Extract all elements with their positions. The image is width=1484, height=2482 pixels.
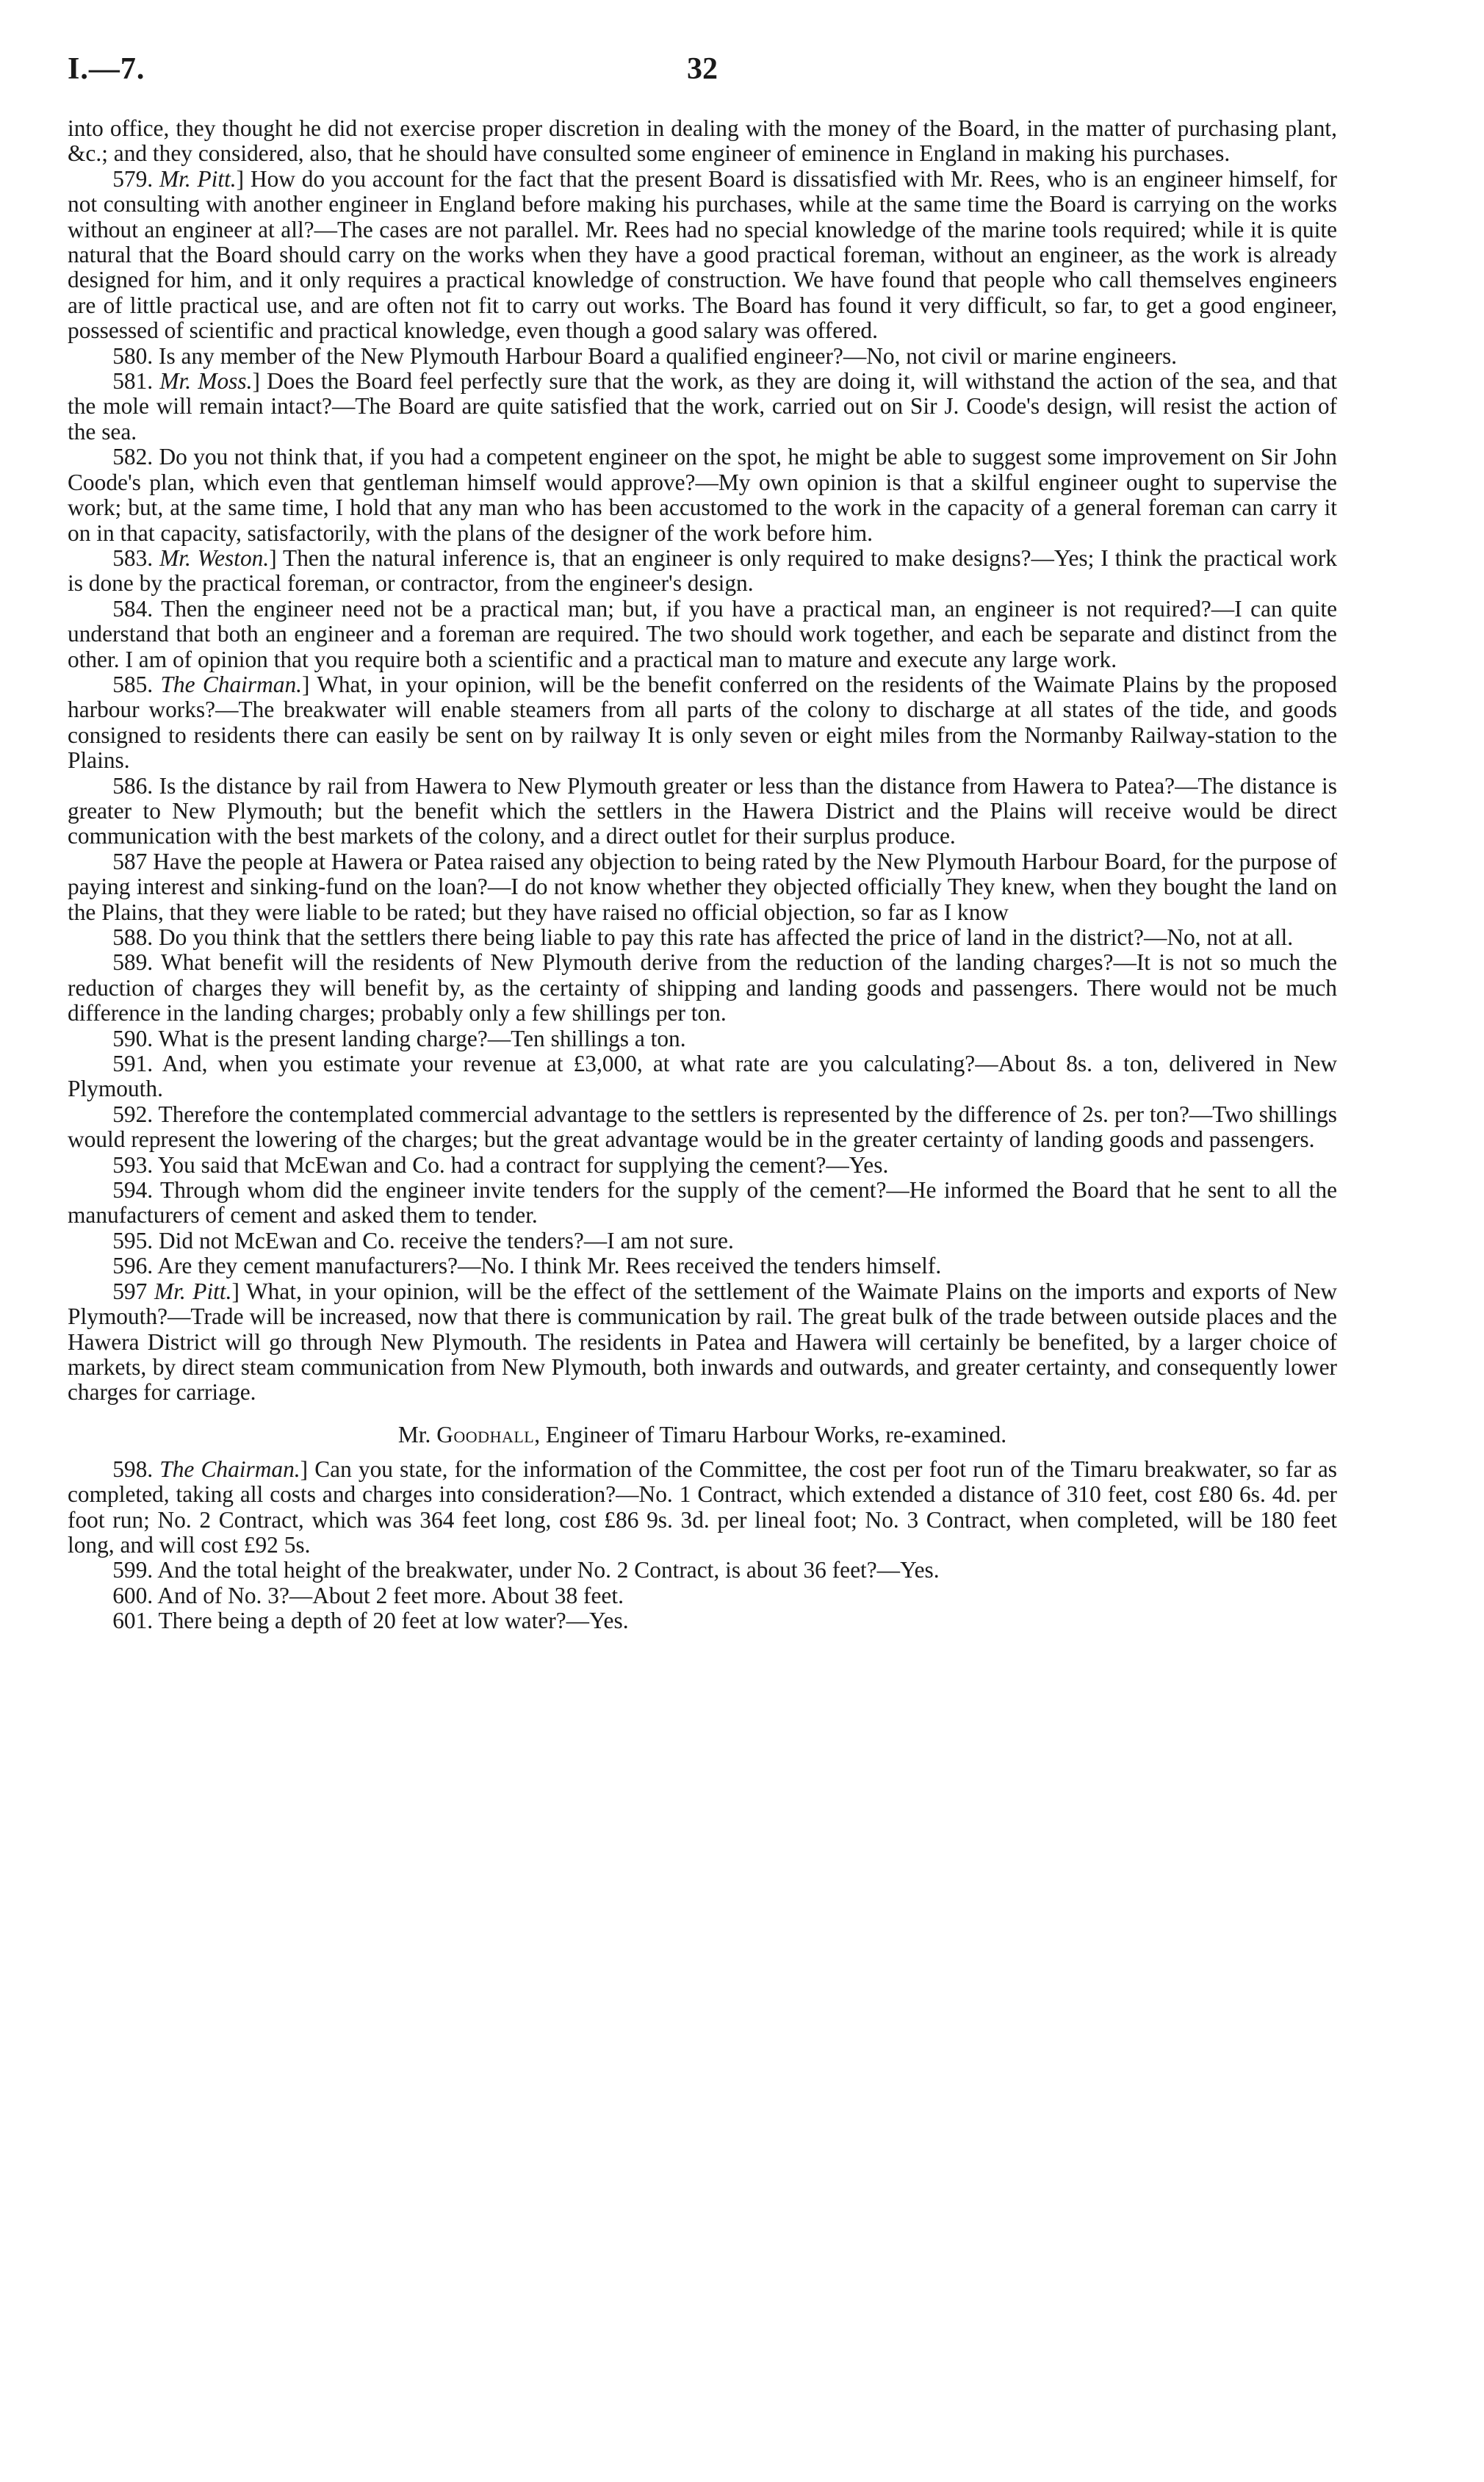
paragraph-text: Can you state, for the information of the Committee, the cost per foot run of the Timaru breakwater, so far as completed, taking all costs and charges into consideration?—No. 1 Contract, which extended a distance of 310 feet, cost £80 6s. 4d. per foot run; No. 2 Contract, which was 364 feet long, cost £86 9s. 3d. per lineal foot; No. 3 Contract, when completed, will be 180 feet long, and will cost £92 5s. — [68, 1456, 1337, 1558]
paragraph-text: Is the distance by rail from Hawera to New Plymouth greater or less than the distance from Hawera to Patea?—The distance is greater to New Plymouth; but the benefit which the settlers in the Hawera District and the Plains will receive would be direct communication with the best markets of the colony, and a direct outlet for their surplus produce. — [68, 772, 1337, 849]
question-number: 594. — [112, 1177, 154, 1204]
question-paragraph — [68, 1558, 1337, 1583]
paragraph-text: You said that McEwan and Co. had a contract for supplying the cement?—Yes. — [157, 1151, 889, 1178]
question-number: 580. — [112, 342, 154, 369]
question-number: 589. — [112, 949, 154, 976]
question-number: 586. — [112, 772, 154, 799]
witness-name: Goodhall — [436, 1421, 535, 1447]
paragraph-text: Have the people at Hawera or Patea raised any objection to being rated by the New Plymouth Harbour Board, for the purpose of paying interest and sinking-fund on the loan?—I do not know whether they objected officially They knew, when they bought the land on the Plains, that they were liable to be rated; but they have raised no official objection, so far as I know — [68, 848, 1337, 925]
question-number: 587 — [112, 848, 148, 874]
question-number: 582. — [112, 444, 154, 470]
paragraph-text: And of No. 3?—About 2 feet more. About 38 feet. — [157, 1582, 624, 1608]
question-paragraph — [68, 1608, 1337, 1633]
page-number: 32 — [687, 52, 718, 86]
question-paragraph: 581. Mr. Moss.] Does the Board feel perfectly sure that the work, as they are doing it, will withstand the action of the sea, and that the mole will remain intact?—The Board are quite satisfied that the work, carried out on Sir J. Coode's design, will resist the action of the sea. — [68, 368, 1337, 445]
question-number: 584. — [112, 595, 154, 622]
paragraph-text: What, in your opinion, will be the effect of the settlement of the Waimate Plains on the imports and exports of New Plymouth?—Trade will be increased, now that there is communication by rail. The great bulk of the trade between outside places and the Hawera District will go through New Plymouth. The residents in Patea and Hawera will certainly be benefited, by a larger choice of markets, by direct steam communication from New Plymouth, both inwards and outwards, and greater certainty, and consequently lower charges for carriage. — [68, 1278, 1337, 1406]
question-number: 588. — [112, 924, 154, 950]
speaker-name: Mr. Moss. — [159, 368, 253, 395]
question-paragraph — [68, 597, 1337, 672]
question-number: 579. — [112, 165, 154, 192]
evidence-text — [68, 116, 1337, 1634]
question-paragraph: 583. Mr. Weston.] Then the natural inference is, that an engineer is only required to make designs?—Yes; I think the practical work is done by the practical foreman, or contractor, from the engineer's design. — [68, 544, 1337, 597]
paragraph-text: What benefit will the residents of New Plymouth derive from the reduction of the landing charges?—It is not so much the reduction of charges they will benefit by, as the certainty of shipping and landing goods and passengers. There would not be much difference in the landing charges; probably only a few shillings per ton. — [68, 949, 1338, 1026]
speaker-name: The Chairman. — [160, 671, 303, 697]
question-paragraph — [68, 849, 1337, 925]
question-number: 590. — [112, 1025, 154, 1051]
question-paragraph: 598. The Chairman.] Can you state, for the information of the Committee, the cost per foot run of the Timaru breakwater, so far as completed, taking all costs and charges into consideration?—No. 1 Contract, which extended a distance of 310 feet, cost £80 6s. 4d. per foot run; No. 2 Contract, which was 364 feet long, cost £86 9s. 3d. per lineal foot; No. 3 Contract, when completed, will be 180 feet long, and will cost £92 5s. — [68, 1456, 1337, 1558]
question-number: 601. — [112, 1608, 154, 1634]
continued-paragraph — [68, 116, 1337, 167]
question-paragraph — [68, 774, 1337, 849]
paragraph-text: Is any member of the New Plymouth Harbour Board a qualified engineer?—No, not civil or marine engineers. — [159, 342, 1178, 369]
paragraph-text: Does the Board feel perfectly sure that the work, as they are doing it, will withstand the action of the sea, and that the mole will remain intact?—The Board are quite satisfied that the work, carried out on Sir J. Coode's design, will resist the action of the sea. — [68, 368, 1337, 445]
question-number: 593. — [112, 1151, 154, 1178]
evidence-block-2 — [68, 1457, 1337, 1634]
question-number: 591. — [112, 1051, 154, 1077]
document-page — [68, 51, 1337, 1634]
question-paragraph — [68, 1153, 1337, 1178]
question-number: 592. — [112, 1101, 154, 1127]
question-paragraph — [68, 1178, 1337, 1229]
speaker-name: Mr. Weston. — [159, 544, 270, 571]
paragraph-text: What, in your opinion, will be the benefit conferred on the residents of the Waimate Plains by the proposed harbour works?—The breakwater will enable steamers from all parts of the colony to discharge at all states of the tide, and goods consigned to residents there can easily be sent on by railway It is only seven or eight miles from the Normanby Railway-station to the Plains. — [68, 671, 1338, 774]
question-number: 585. — [112, 671, 154, 697]
question-paragraph — [68, 1229, 1337, 1253]
paragraph-text: Are they cement manufacturers?—No. I think Mr. Rees received the tenders himself. — [157, 1253, 942, 1279]
question-number: 581. — [112, 368, 154, 395]
question-paragraph — [68, 925, 1337, 950]
paragraph-text: Did not McEwan and Co. receive the tenders?—I am not sure. — [159, 1227, 734, 1253]
question-paragraph — [68, 950, 1337, 1026]
question-paragraph — [68, 1026, 1337, 1051]
question-number: 595. — [112, 1227, 154, 1253]
speaker-name: The Chairman. — [159, 1456, 300, 1482]
paragraph-text: into office, they thought he did not exercise proper discretion in dealing with the money of the Board, in the matter of purchasing plant, &c.; and they considered, also, that he should have consulted some engineer of eminence in England in making his purchases. — [68, 115, 1337, 167]
paragraph-text: Through whom did the engineer invite tenders for the supply of the cement?—He informed the Board that he sent to all the manufacturers of cement and asked them to tender. — [68, 1177, 1338, 1229]
paragraph-text: And, when you estimate your revenue at £3,000, at what rate are you calculating?—About 8s. a ton, delivered in New Plymouth. — [68, 1051, 1337, 1102]
witness-heading — [68, 1422, 1337, 1448]
question-number: 596. — [112, 1253, 154, 1279]
paragraph-text: Therefore the contemplated commercial advantage to the settlers is represented by the difference of 2s. per ton?—Two shillings would represent the lowering of the charges; but the great advantage would be in the greater certainty of landing goods and passengers. — [68, 1101, 1338, 1153]
paragraph-text: Do you think that the settlers there being liable to pay this rate has affected the price of land in the district?—No, not at all. — [159, 924, 1294, 950]
speaker-name: Mr. Pitt. — [154, 1278, 232, 1304]
question-paragraph — [68, 1253, 1337, 1278]
paragraph-text: And the total height of the breakwater, under No. 2 Contract, is about 36 feet?—Yes. — [157, 1557, 940, 1583]
question-number: 600. — [112, 1582, 154, 1608]
paragraph-text: There being a depth of 20 feet at low water?—Yes. — [158, 1608, 629, 1634]
question-paragraph — [68, 1102, 1337, 1153]
question-paragraph: 585. The Chairman.] What, in your opinion, will be the benefit conferred on the residents of the Waimate Plains by the proposed harbour works?—The breakwater will enable steamers from all parts of the colony to discharge at all states of the tide, and goods consigned to residents there can easily be sent on by railway It is only seven or eight miles from the Normanby Railway-station to the Plains. — [68, 671, 1338, 774]
question-paragraph — [68, 1051, 1337, 1102]
question-number: 583. — [112, 544, 154, 571]
question-paragraph — [68, 1583, 1337, 1608]
paragraph-text: How do you account for the fact that the present Board is dissatisfied with Mr. Rees, who is an engineer himself, for not consulting with another engineer in England before making his purchases, while at the same time the Board is carrying on the works without an engineer at all?—The cases are not parallel. Mr. Rees had no special knowledge of the marine tools required; while it is quite natural that the Board should carry on the works when they have a good practical foreman, without an engineer, as the work is already designed for him, and it only requires a practical knowledge of construction. We have found that people who call themselves engineers are of little practical use, and are often not fit to carry out works. The Board has found it very difficult, so far, to get a good engineer, possessed of scientific and practical knowledge, even though a good salary was offered. — [68, 165, 1337, 344]
speaker-name: Mr. Pitt. — [159, 165, 237, 192]
witness-description: , Engineer of Timaru Harbour Works, re-examined. — [534, 1421, 1007, 1447]
question-number: 599. — [112, 1557, 154, 1583]
question-number: 598. — [112, 1456, 154, 1482]
paragraph-text: What is the present landing charge?—Ten shillings a ton. — [158, 1025, 686, 1051]
evidence-block-1 — [68, 116, 1337, 1406]
question-paragraph — [68, 445, 1337, 546]
document-reference: I.—7. — [68, 52, 145, 86]
witness-prefix: Mr. — [397, 1421, 431, 1447]
paragraph-text: Then the natural inference is, that an engineer is only required to make designs?—Yes; I think the practical work is done by the practical foreman, or contractor, from the engineer's design. — [68, 544, 1337, 597]
page-header — [68, 51, 1337, 103]
question-number: 597 — [112, 1278, 148, 1304]
question-paragraph: 579. Mr. Pitt.] How do you account for the fact that the present Board is dissatisfied with Mr. Rees, who is an engineer himself, for not consulting with another engineer in England before making his purchases, while at the same time the Board is carrying on the works without an engineer at all?—The cases are not parallel. Mr. Rees had no special knowledge of the marine tools required; while it is quite natural that the Board should carry on the works when they have a good practical foreman, without an engineer, as the work is already designed for him, and it only requires a practical knowledge of construction. We have found that people who call themselves engineers are of little practical use, and are often not fit to carry out works. The Board has found it very difficult, so far, to get a good engineer, possessed of scientific and practical knowledge, even though a good salary was offered. — [68, 165, 1337, 344]
question-paragraph: 597 Mr. Pitt.] What, in your opinion, will be the effect of the settlement of the Waimate Plains on the imports and exports of New Plymouth?—Trade will be increased, now that there is communication by rail. The great bulk of the trade between outside places and the Hawera District will go through New Plymouth. The residents in Patea and Hawera will certainly be benefited, by a larger choice of markets, by direct steam communication from New Plymouth, both inwards and outwards, and greater certainty, and consequently lower charges for carriage. — [68, 1278, 1337, 1406]
paragraph-text: Then the engineer need not be a practical man; but, if you have a practical man, an engineer is not required?—I can quite understand that both an engineer and a foreman are required. The two should work together, and each be separate and distinct from the other. I am of opinion that you require both a scientific and a practical man to mature and execute any large work. — [68, 595, 1338, 672]
paragraph-text: Do you not think that, if you had a competent engineer on the spot, he might be able to suggest some improvement on Sir John Coode's plan, which even that gentleman himself would approve?—My own opinion is that a skilful engineer ought to supervise the work; but, at the same time, I hold that any man who has been accustomed to the work in the capacity of a general foreman can carry it on in that capacity, satisfactorily, with the plans of the designer of the work before him. — [68, 444, 1337, 546]
question-paragraph — [68, 344, 1337, 369]
